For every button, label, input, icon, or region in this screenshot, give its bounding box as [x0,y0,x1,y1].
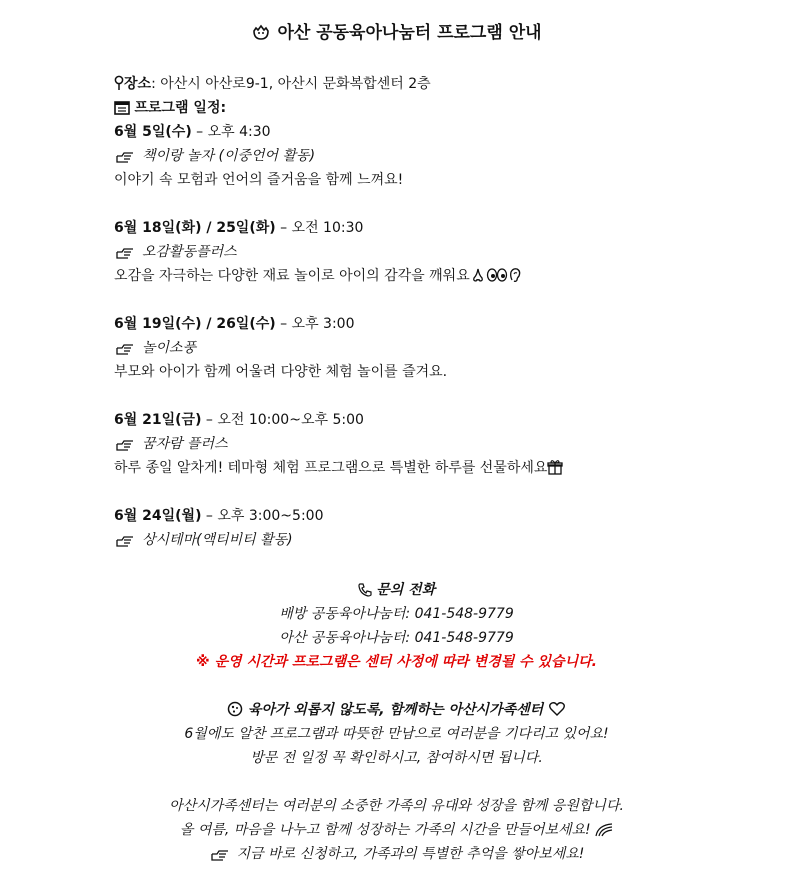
schedule-section [114,72,774,552]
program-date: 6월 21일(금) [114,412,202,428]
program-name: 오감활동플러스 [142,244,237,260]
program-time: – 오후 3:00~5:00 [201,508,324,524]
family-center-section [0,698,793,770]
program-desc: 오감을 자극하는 다양한 재료 놀이로 아이의 감각을 깨워요 [114,268,470,284]
gift-icon [547,459,563,483]
location-value: : 아산시 아산로9-1, 아산시 문화복합센터 2층 [151,76,431,92]
eyes-icon [486,267,508,291]
closing-cta-line [0,842,793,866]
hatching-chick-icon [251,21,271,49]
program-name: 놀이소풍 [142,340,197,356]
program-date-line [114,504,774,528]
ear-icon [508,267,522,291]
program-desc-line [114,264,774,288]
contact-heading: 문의 전화 [376,582,436,598]
program-name-line [114,432,774,456]
program-time: – 오후 3:00 [275,316,355,332]
contact-phone: 아산 공동육아나눔터: 041-548-9779 [279,630,514,646]
pointing-hand-icon [211,845,229,869]
center-heading: 육아가 외롭지 않도록, 함께하는 아산시가족센터 [247,702,544,718]
program-name: 꿈자람 플러스 [142,436,228,452]
rainbow-icon [595,821,613,845]
center-heading-line [0,698,793,722]
contact-phone: 배방 공동육아나눔터: 041-548-9779 [279,606,514,622]
contact-section [0,578,793,674]
program-time: – 오전 10:30 [275,220,364,236]
program-date: 6월 5일(수) [114,124,192,140]
program-desc: 하루 종일 알차게! 테마형 체험 프로그램으로 특별한 하루를 선물하세요 [114,460,548,476]
program-name-line [114,144,774,168]
program-time: – 오전 10:00~오후 5:00 [201,412,364,428]
program-date: 6월 18일(화) / 25일(화) [114,220,276,236]
program-date-line [114,216,774,240]
program-date-line [114,312,774,336]
center-message: 6월에도 알찬 프로그램과 따뜻한 만남으로 여러분을 기다리고 있어요! [184,726,609,742]
schedule-heading: 프로그램 일정: [134,100,227,116]
program-desc: 이야기 속 모험과 언어의 즐거움을 함께 느껴요! [114,172,404,188]
program-desc-line [114,456,774,480]
closing-message-line [0,818,793,842]
contact-heading-line [0,578,793,602]
program-name: 상시테마(액티비티 활동) [142,532,293,548]
closing-message: 올 여름, 마음을 나누고 함께 성장하는 가족의 시간을 만들어보세요! [179,822,591,838]
location-label: 장소 [124,76,152,92]
program-date-line [114,120,774,144]
document-title [0,20,793,49]
center-message: 방문 전 일정 꼭 확인하시고, 참여하시면 됩니다. [250,750,543,766]
program-date: 6월 24일(월) [114,508,202,524]
program-name-line [114,528,774,552]
nose-icon [470,267,486,291]
program-desc: 부모와 아이가 함께 어울려 다양한 체험 놀이를 즐겨요. [114,364,448,380]
pointing-hand-icon [116,531,134,555]
program-time: – 오후 4:30 [191,124,271,140]
program-date: 6월 19일(수) / 26일(수) [114,316,276,332]
title-text: 아산 공동육아나눔터 프로그램 안내 [277,23,542,43]
closing-section [0,794,793,866]
program-name: 책이랑 놀자 (이중언어 활동) [142,148,316,164]
program-name-line [114,336,774,360]
program-name-line [114,240,774,264]
closing-cta: 지금 바로 신청하고, 가족과의 특별한 추억을 쌓아보세요! [236,846,585,862]
change-notice: ※ 운영 시간과 프로그램은 센터 사정에 따라 변경될 수 있습니다. [196,654,597,670]
schedule-heading-line [114,96,774,120]
program-date-line [114,408,774,432]
closing-message: 아산시가족센터는 여러분의 소중한 가족의 유대와 성장을 함께 응원합니다. [169,798,624,814]
location-line [114,72,774,96]
